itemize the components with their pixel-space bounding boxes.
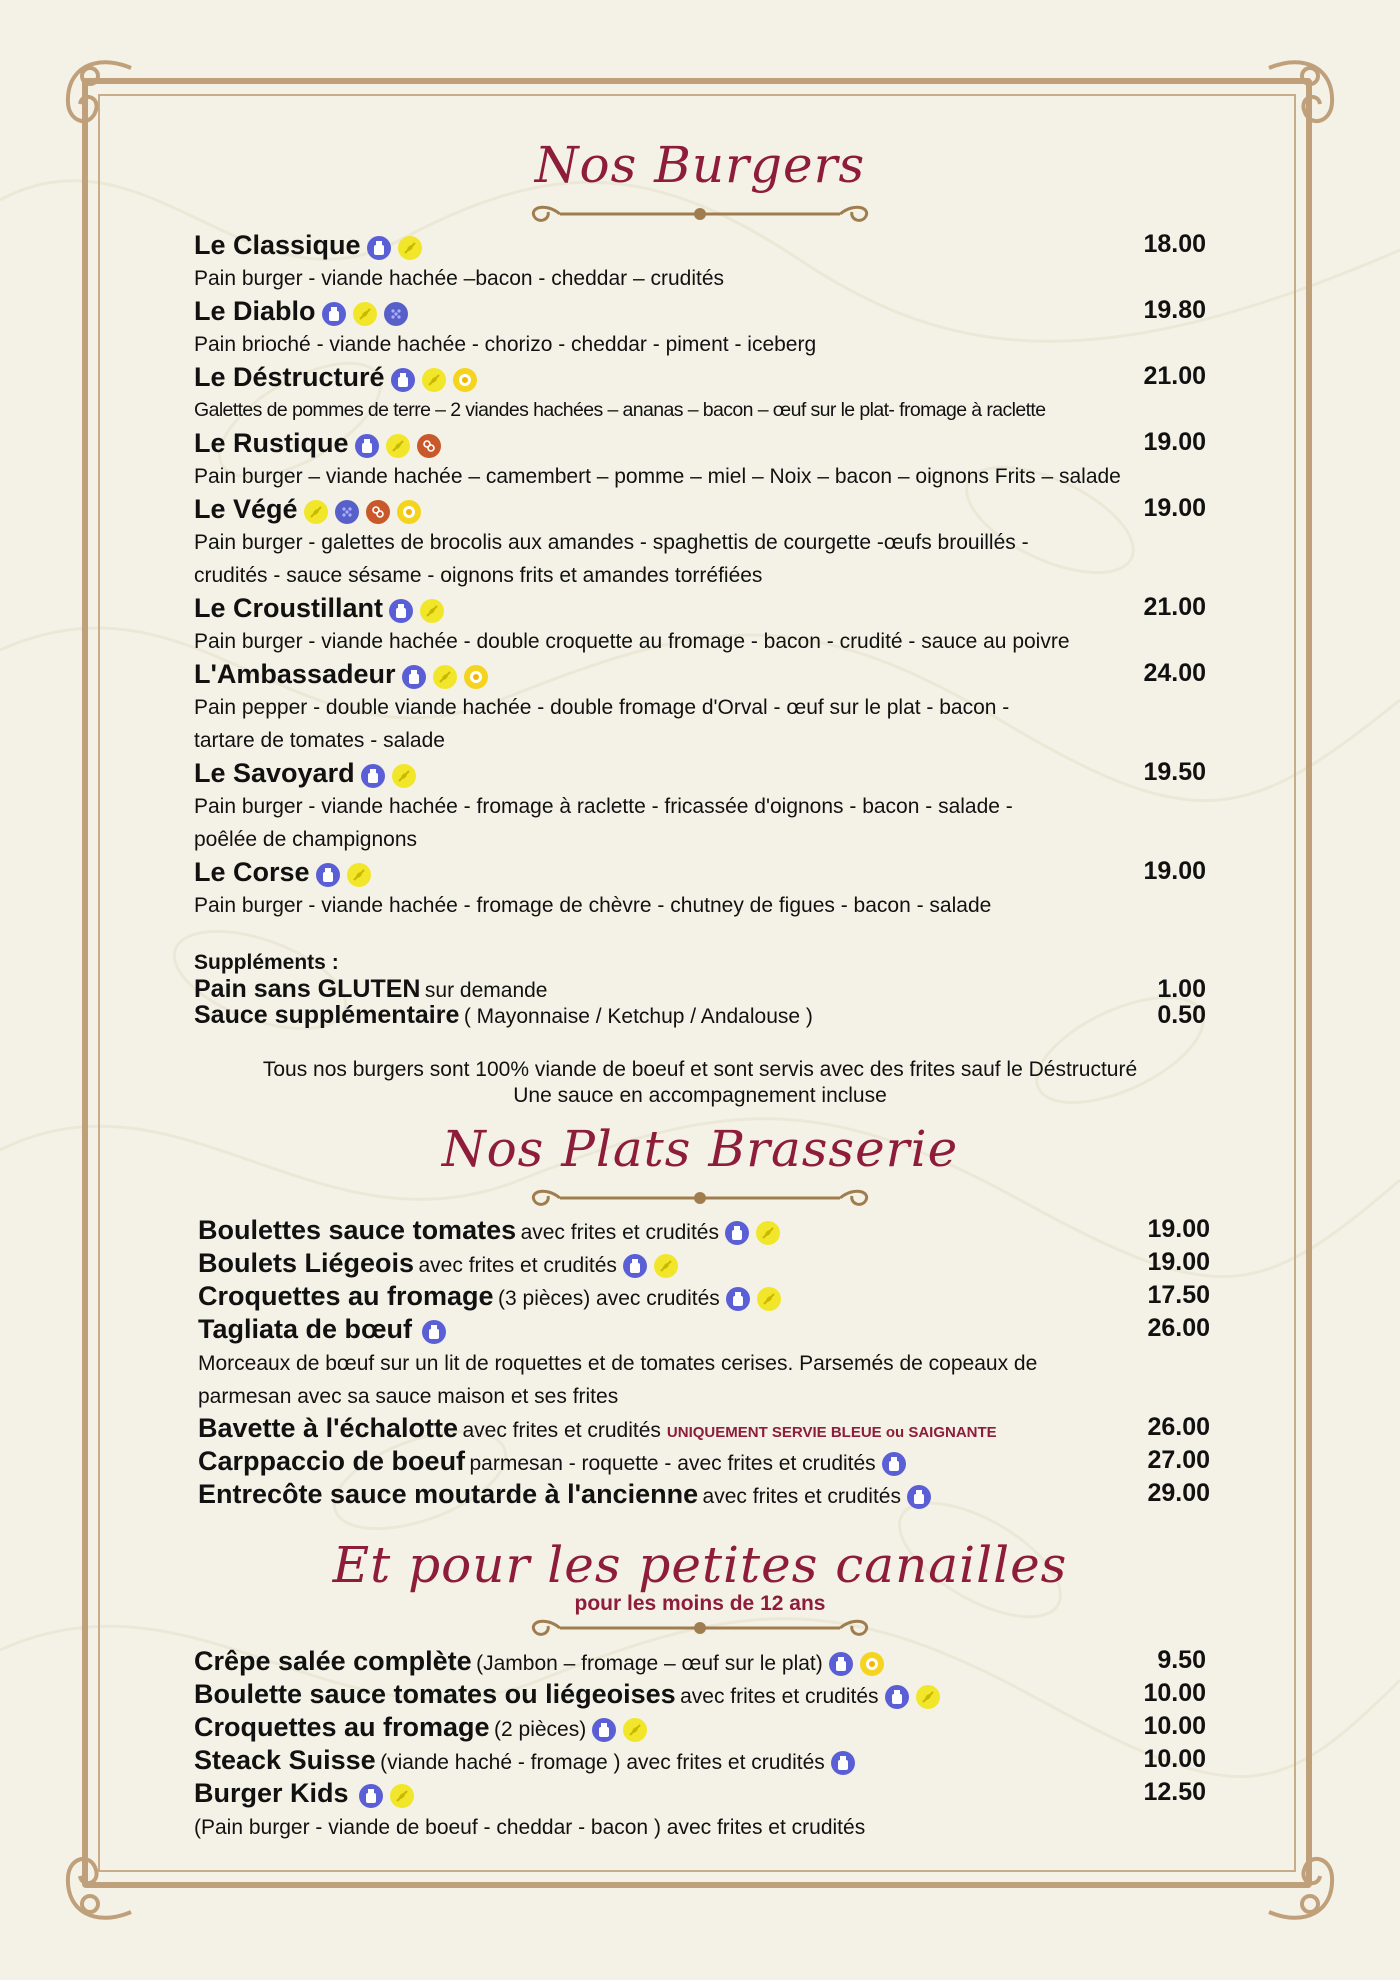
allergen-sesame-icon: [335, 500, 359, 524]
item-name: Le Corse: [194, 857, 310, 887]
item-note: avec frites et crudités: [462, 1419, 661, 1442]
item-note: avec frites et crudités: [520, 1221, 719, 1244]
item-name: Entrecôte sauce moutarde à l'ancienne: [198, 1479, 699, 1509]
kids-item: [194, 1646, 1206, 1678]
supplement-price: 0.50: [1157, 1001, 1206, 1029]
ornament-divider: [520, 202, 880, 226]
item-description: Pain burger - viande hachée - fromage de chèvre - chutney de figues - bacon - salade: [194, 894, 992, 917]
brasserie-item: [198, 1215, 1210, 1247]
allergen-icons: [831, 1751, 855, 1775]
supplement-row-sauce: [194, 1001, 1206, 1030]
item-price: 17.50: [1147, 1281, 1210, 1309]
supplement-row-gluten: [194, 975, 1206, 1004]
item-name: Boulettes sauce tomates: [198, 1215, 517, 1245]
allergen-gluten-icon: [386, 434, 410, 458]
allergen-milk-icon: [422, 1320, 446, 1344]
allergen-icons: [322, 302, 408, 326]
supplement-name: Sauce supplémentaire: [194, 1001, 460, 1029]
burger-item: [194, 494, 1206, 526]
allergen-icons: [389, 599, 444, 623]
brasserie-item: [198, 1248, 1210, 1280]
section-title-burgers: Nos Burgers: [534, 136, 866, 194]
item-description: Pain burger - galettes de brocolis aux amandes - spaghettis de courgette -œufs brouillés -: [194, 531, 1029, 554]
burger-item: [194, 230, 1206, 262]
allergen-milk-icon: [885, 1685, 909, 1709]
item-name: Le Classique: [194, 230, 361, 260]
item-description: Galettes de pommes de terre – 2 viandes hachées – ananas – bacon – œuf sur le plat- fromage à raclette: [194, 399, 1046, 421]
item-price: 12.50: [1143, 1778, 1206, 1806]
allergen-nuts-icon: [417, 434, 441, 458]
item-price: 19.00: [1143, 857, 1206, 885]
item-name: Le Diablo: [194, 296, 316, 326]
allergen-icons: [391, 368, 477, 392]
allergen-gluten-icon: [347, 863, 371, 887]
item-price: 18.00: [1143, 230, 1206, 258]
item-price: 19.00: [1143, 428, 1206, 456]
burger-item: [194, 758, 1206, 790]
allergen-egg-icon: [453, 368, 477, 392]
supplements-heading: Suppléments :: [194, 951, 339, 974]
item-name: Le Rustique: [194, 428, 349, 458]
allergen-gluten-icon: [422, 368, 446, 392]
allergen-icons: [829, 1652, 884, 1676]
item-price: 27.00: [1147, 1446, 1210, 1474]
item-description: Pain burger - viande hachée –bacon - cheddar – crudités: [194, 267, 725, 290]
allergen-icons: [355, 434, 441, 458]
supplement-note: ( Mayonnaise / Ketchup / Andalouse ): [463, 1005, 813, 1028]
item-description: Pain brioché - viande hachée - chorizo - cheddar - piment - iceberg: [194, 333, 817, 356]
ornament-divider: [520, 1616, 880, 1640]
item-note: (3 pièces) avec crudités: [498, 1287, 720, 1310]
item-name: Le Déstructuré: [194, 362, 385, 392]
supplement-name: Pain sans GLUTEN: [194, 975, 421, 1003]
item-note: avec frites et crudités: [702, 1485, 901, 1508]
allergen-milk-icon: [725, 1221, 749, 1245]
doneness-warning: UNIQUEMENT SERVIE BLEUE ou SAIGNANTE: [666, 1424, 997, 1441]
item-price: 19.00: [1147, 1248, 1210, 1276]
burgers-note: Tous nos burgers sont 100% viande de boeuf et sont servis avec des frites sauf le Déstructuré: [262, 1058, 1138, 1081]
allergen-icons: [623, 1254, 678, 1278]
section-title-kids: Et pour les petites canailles: [332, 1536, 1068, 1594]
allergen-egg-icon: [464, 665, 488, 689]
allergen-icons: [907, 1485, 931, 1509]
burger-item: [194, 857, 1206, 889]
kids-item: [194, 1745, 1206, 1777]
item-name: Steack Suisse: [194, 1745, 376, 1775]
item-name: Le Végé: [194, 494, 298, 524]
item-description: tartare de tomates - salade: [194, 729, 445, 752]
kids-item: [194, 1778, 1206, 1810]
allergen-milk-icon: [391, 368, 415, 392]
item-description: poêlée de champignons: [194, 828, 418, 851]
brasserie-item: [198, 1413, 1210, 1444]
allergen-icons: [592, 1718, 647, 1742]
allergen-gluten-icon: [420, 599, 444, 623]
brasserie-item: [198, 1479, 1210, 1511]
allergen-gluten-icon: [654, 1254, 678, 1278]
item-description: Morceaux de bœuf sur un lit de roquettes et de tomates cerises. Parsemés de copeaux de: [198, 1352, 1038, 1375]
allergen-gluten-icon: [392, 764, 416, 788]
item-description: Pain burger - viande hachée - fromage à raclette - fricassée d'oignons - bacon - salade -: [194, 795, 1013, 818]
item-description: Pain pepper - double viande hachée - double fromage d'Orval - œuf sur le plat - bacon -: [194, 696, 1010, 719]
allergen-milk-icon: [907, 1485, 931, 1509]
kids-item: [194, 1679, 1206, 1711]
allergen-icons: [361, 764, 416, 788]
item-price: 24.00: [1143, 659, 1206, 687]
burger-item: [194, 659, 1206, 691]
item-price: 10.00: [1143, 1679, 1206, 1707]
allergen-icons: [359, 1784, 414, 1808]
allergen-milk-icon: [402, 665, 426, 689]
item-price: 9.50: [1157, 1646, 1206, 1674]
item-price: 10.00: [1143, 1712, 1206, 1740]
item-note: (Jambon – fromage – œuf sur le plat): [476, 1652, 823, 1675]
allergen-icons: [367, 236, 422, 260]
item-name: Croquettes au fromage: [194, 1712, 490, 1742]
item-name: L'Ambassadeur: [194, 659, 396, 689]
item-name: Le Savoyard: [194, 758, 355, 788]
allergen-milk-icon: [389, 599, 413, 623]
brasserie-item: [198, 1446, 1210, 1478]
allergen-milk-icon: [831, 1751, 855, 1775]
allergen-gluten-icon: [756, 1221, 780, 1245]
item-price: 19.00: [1147, 1215, 1210, 1243]
item-price: 19.80: [1143, 296, 1206, 324]
kids-item: [194, 1712, 1206, 1744]
item-name: Carppaccio de boeuf: [198, 1446, 466, 1476]
sauce-note: Une sauce en accompagnement incluse: [513, 1084, 887, 1107]
allergen-gluten-icon: [304, 500, 328, 524]
allergen-gluten-icon: [623, 1718, 647, 1742]
allergen-egg-icon: [860, 1652, 884, 1676]
allergen-icons: [304, 500, 421, 524]
allergen-icons: [402, 665, 488, 689]
item-name: Burger Kids: [194, 1778, 349, 1808]
item-price: 19.50: [1143, 758, 1206, 786]
brasserie-item: [198, 1281, 1210, 1313]
allergen-icons: [726, 1287, 781, 1311]
item-description: Pain burger – viande hachée – camembert – pomme – miel – Noix – bacon – oignons Frits – salade: [194, 465, 1121, 488]
allergen-sesame-icon: [384, 302, 408, 326]
item-description: crudités - sauce sésame - oignons frits et amandes torréfiées: [194, 564, 763, 587]
item-description: (Pain burger - viande de boeuf - cheddar - bacon ) avec frites et crudités: [194, 1816, 866, 1839]
allergen-milk-icon: [359, 1784, 383, 1808]
allergen-milk-icon: [726, 1287, 750, 1311]
item-name: Croquettes au fromage: [198, 1281, 494, 1311]
ornament-divider: [520, 1186, 880, 1210]
item-price: 26.00: [1147, 1314, 1210, 1342]
allergen-milk-icon: [592, 1718, 616, 1742]
allergen-milk-icon: [882, 1452, 906, 1476]
allergen-gluten-icon: [757, 1287, 781, 1311]
item-note: avec frites et crudités: [680, 1685, 879, 1708]
allergen-milk-icon: [322, 302, 346, 326]
allergen-icons: [885, 1685, 940, 1709]
allergen-icons: [725, 1221, 780, 1245]
item-description: parmesan avec sa sauce maison et ses frites: [198, 1385, 619, 1408]
allergen-icons: [882, 1452, 906, 1476]
allergen-milk-icon: [367, 236, 391, 260]
allergen-milk-icon: [623, 1254, 647, 1278]
item-price: 21.00: [1143, 593, 1206, 621]
item-price: 29.00: [1147, 1479, 1210, 1507]
kids-subtitle: pour les moins de 12 ans: [574, 1592, 826, 1615]
allergen-gluten-icon: [433, 665, 457, 689]
allergen-gluten-icon: [390, 1784, 414, 1808]
supplement-price: 1.00: [1157, 975, 1206, 1003]
allergen-icons: [316, 863, 371, 887]
supplement-note: sur demande: [424, 979, 548, 1002]
allergen-nuts-icon: [366, 500, 390, 524]
allergen-icons: [422, 1320, 446, 1344]
item-price: 10.00: [1143, 1745, 1206, 1773]
section-title-brasserie: Nos Plats Brasserie: [441, 1120, 959, 1178]
item-price: 26.00: [1147, 1413, 1210, 1441]
allergen-milk-icon: [361, 764, 385, 788]
item-name: Bavette à l'échalotte: [198, 1413, 459, 1443]
allergen-egg-icon: [397, 500, 421, 524]
burger-item: [194, 428, 1206, 460]
item-name: Boulette sauce tomates ou liégeoises: [194, 1679, 676, 1709]
item-description: Pain burger - viande hachée - double croquette au fromage - bacon - crudité - sauce au poivre: [194, 630, 1070, 653]
item-note: parmesan - roquette - avec frites et crudités: [469, 1452, 876, 1475]
allergen-gluten-icon: [398, 236, 422, 260]
allergen-milk-icon: [316, 863, 340, 887]
brasserie-item: [198, 1314, 1210, 1346]
allergen-gluten-icon: [916, 1685, 940, 1709]
allergen-milk-icon: [355, 434, 379, 458]
allergen-gluten-icon: [353, 302, 377, 326]
item-note: avec frites et crudités: [418, 1254, 617, 1277]
burger-item: [194, 593, 1206, 625]
item-name: Crêpe salée complète: [194, 1646, 472, 1676]
item-name: Boulets Liégeois: [198, 1248, 415, 1278]
item-note: (viande haché - fromage ) avec frites et crudités: [380, 1751, 825, 1774]
item-note: (2 pièces): [494, 1718, 587, 1741]
item-price: 19.00: [1143, 494, 1206, 522]
item-name: Tagliata de bœuf: [198, 1314, 412, 1344]
burger-item: [194, 362, 1206, 394]
item-price: 21.00: [1143, 362, 1206, 390]
item-name: Le Croustillant: [194, 593, 384, 623]
burger-item: [194, 296, 1206, 328]
allergen-milk-icon: [829, 1652, 853, 1676]
